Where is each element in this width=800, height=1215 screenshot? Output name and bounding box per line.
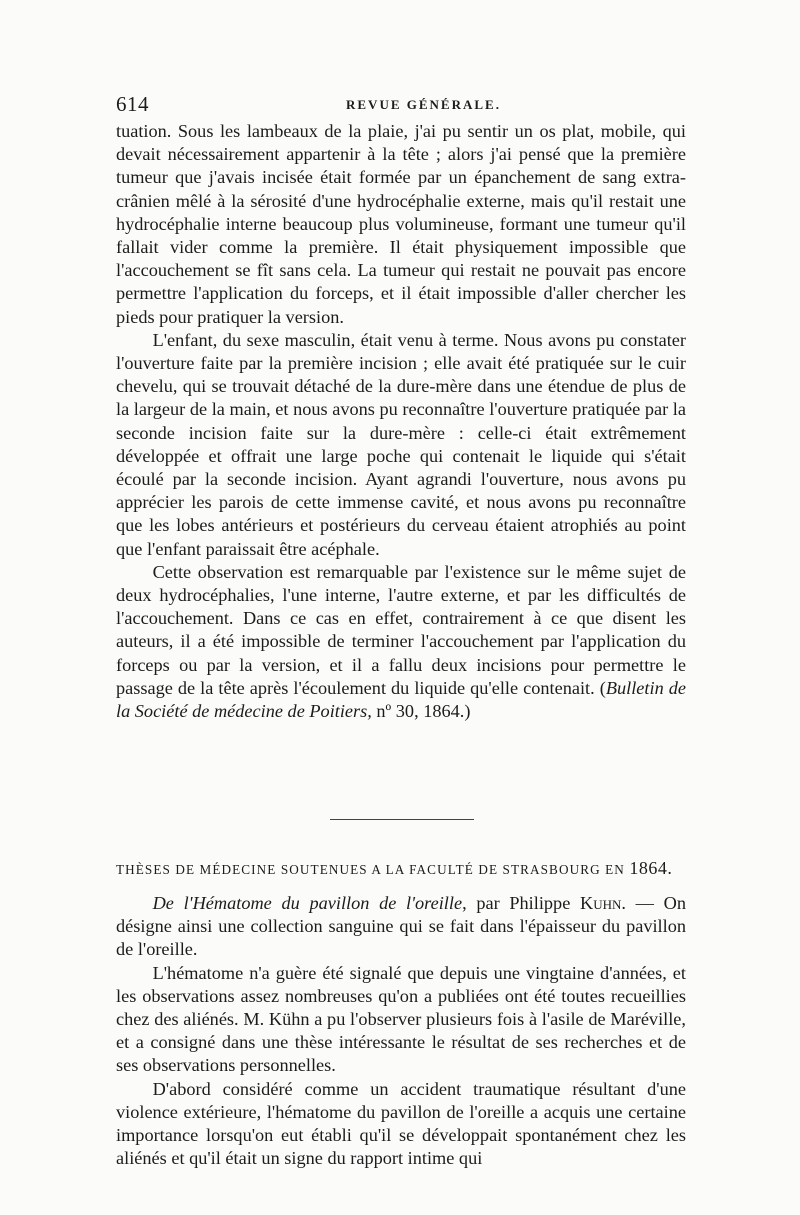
running-head: REVUE GÉNÉRALE. (346, 97, 501, 112)
page-header (116, 92, 686, 118)
paragraph: L'enfant, du sexe masculin, était venu à terme. Nous avons pu constater l'ouverture faite par la première incision ; elle avait été pratiquée sur le cuir chevelu, qui se trouvait détaché de la dure-mère dans une étendue de plus de la largeur de la main, et nous avons pu reconnaître l'ouverture pratiquée par la seconde incision faite sur la dure-mère : celle-ci était extrêmement développée et offrait une large poche qui contenait le liquide qui s'était écoulé par la seconde incision. Ayant agrandi l'ouverture, nous avons pu apprécier les parois de cette immense cavité, et nous avons pu reconnaître que les lobes antérieurs et postérieurs du cerveau étaient atrophiés au point que l'enfant paraissait être acéphale. (116, 329, 686, 559)
thesis-review-text (116, 892, 686, 1170)
section-heading (116, 858, 686, 879)
byline: , par Philippe (462, 893, 581, 913)
citation-source: Bulletin de la Société de médecine de Poitiers, (116, 677, 686, 722)
paragraph-text: . — On désigne ainsi une collection sanguine qui se fait dans l'épaisseur du pavillon de l'oreille. (116, 893, 686, 960)
paragraph: tuation. Sous les lambeaux de la plaie, j'ai pu sentir un os plat, mobile, qui devait nécessairement appartenir à la tête ; alors j'ai pensé que la première tumeur que j'avais incisée était formée par un épanchement de sang extra-crânien mêlé à la sérosité d'une hydrocéphalie externe, mais qu'il restait une hydrocéphalie interne beaucoup plus volumineuse, formant une tumeur qu'il fallait vider comme la première. Il était physiquement impossible que l'accouchement se fît sans cela. La tumeur qui restait ne pouvait pas encore permettre l'application du forceps, et il était impossible d'aller chercher les pieds pour pratiquer la version. (116, 121, 686, 327)
section-heading-year: 1864. (629, 858, 673, 878)
thesis-title: De l'Hématome du pavillon de l'oreille (152, 893, 463, 913)
citation-number: nº 30, 1864.) (371, 701, 471, 722)
paragraph-text: Cette observation est remarquable par l'existence sur le même sujet de deux hydrocéphalies, l'une interne, l'autre externe, et par les difficultés de l'accouchement. Dans ce cas en effet, contrairement à ce que disent les auteurs, il a été impossible de terminer l'accouchement par l'application du forceps ou par la version, et il a fallu deux incisions pour permettre le passage de la tête après l'écoulement du liquide qu'elle contenait. ( (116, 561, 686, 698)
paragraph: D'abord considéré comme un accident traumatique résultant d'une violence extérieure, l'hématome du pavillon de l'oreille a acquis une certaine importance lorsqu'on eut établi qu'il se développait spontanément chez les aliénés et qu'il était un signe du rapport intime qui (116, 1078, 686, 1169)
page-number: 614 (116, 92, 149, 116)
observation-text (116, 120, 686, 723)
section-heading-text: THÈSES DE MÉDECINE SOUTENUES A LA FACULTÉ DE STRASBOURG EN (116, 862, 625, 877)
paragraph: L'hématome n'a guère été signalé que depuis une vingtaine d'années, et les observations assez nombreuses qu'on a publiées ont été toutes recueillies chez des aliénés. M. Kühn a pu l'observer plusieurs fois à l'asile de Maréville, et a consigné dans une thèse intéressante le résultat de ses recherches et de ses observations personnelles. (116, 962, 686, 1076)
paragraph (116, 892, 686, 962)
section-divider (330, 819, 474, 820)
author-name: Kuhn (580, 893, 622, 913)
paragraph (116, 561, 686, 723)
